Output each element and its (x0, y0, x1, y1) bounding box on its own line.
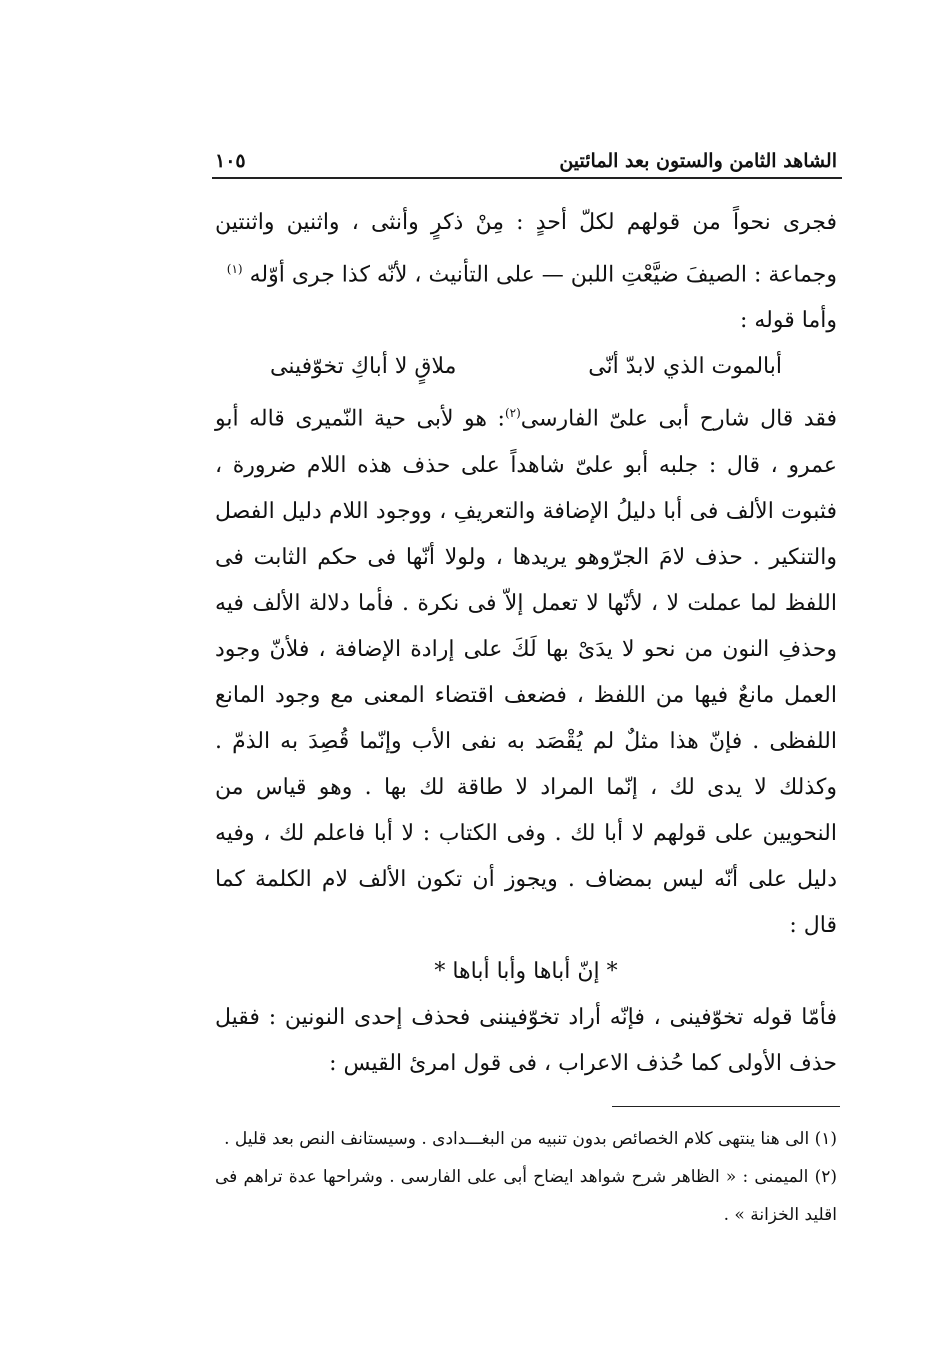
footnote-2: (٢) الميمنى : « الظاهر شرح شواهد ايضاح أبى على الفارسى . وشراحها عدة تراهم فى اقليد الخزانة » . (215, 1167, 837, 1225)
paragraph-3 (215, 390, 837, 948)
verse-1-first-hemistich: أبالموت الذي لابدّ أنّى (588, 354, 782, 380)
verse-1-second-hemistich: ملاقٍ لا أباكِ تخوّفينى (270, 354, 457, 380)
paragraph-3-text-a: فقد قال شارح أبى علىّ الفارسى (520, 406, 838, 432)
footnotes (215, 1120, 837, 1234)
footnote-1: (١) الى هنا ينتهى كلام الخصائص بدون تنبيه من البغـــدادى . وسيستانف النص بعد قليل . (224, 1129, 837, 1149)
paragraph-2: وأما قوله : (739, 308, 837, 334)
footnote-rule (612, 1106, 840, 1107)
paragraph-1-text: فجرى نحواً من قولهم لكلّ أحدٍ : مِنْ ذكرٍ وأنثى ، واثنين واثنتين وجماعة : الصيفَ ضيَّعْتِ اللبن — على التأنيث ، لأنّه كذا جرى أوّله (215, 210, 837, 288)
footnote-ref-2: (٢) (504, 406, 521, 421)
main-text (215, 200, 837, 1087)
paragraph-3-text-b: : هو لأبى حية النّميرى قاله أبو عمرو ، قال : جلبه أبو علىّ شاهداً على حذف هذه اللام ضرورة ، فثبوت الألف فى أبا دليلُ الإضافة والتعريفِ ، ووجود اللام دليل الفصل والتنكير . حذف لامَ الجرّوهو يريدها ، ولولا أنّها فى حكم الثابت فى اللفظ لما عملت لا ، لأنّها لا تعمل إلاّ فى نكرة . فأما دلالة الألف فيه وحذفِ النون من نحو لا يدَىْ بها لَكَ على إرادة الإضافة ، فلأنّ وجود العمل مانعٌ فيها من اللفظ ، فضعف اقتضاء المعنى مع وجود المانع اللفظى . فإنّ هذا مثلٌ لم يُقْصَد به نفى الأب وإنّما قُصِدَ به الذمّ . وكذلك لا يدى لك ، إنّما المراد لا طاقة لك بها . وهو قياس من النحويين على قولهم لا أبا لك . وفى الكتاب : لا أبا فاعلم لك ، وفيه دليل على أنّه ليس بمضاف . ويجوز أن تكون الألف لام الكلمة كما قال : (215, 406, 837, 938)
footnote-ref-1: (١) (226, 262, 243, 276)
verse-1 (215, 344, 837, 390)
running-header (215, 138, 837, 172)
paragraph-4: فأمّا قوله تخوّفينى ، فإنّه أراد تخوّفيننى فحذف إحدى النونين : فقيل حذف الأولى كما حُذف الاعراب ، فى قول امرئ القيس : (215, 1004, 837, 1076)
chapter-title: الشاهد الثامن والستون بعد المائتين (559, 150, 837, 172)
paragraph-1 (215, 200, 837, 298)
header-rule (212, 177, 842, 179)
verse-2: * إنّ أباها وأبا أباها * (434, 958, 618, 984)
page-number: ١٠٥ (215, 150, 246, 172)
